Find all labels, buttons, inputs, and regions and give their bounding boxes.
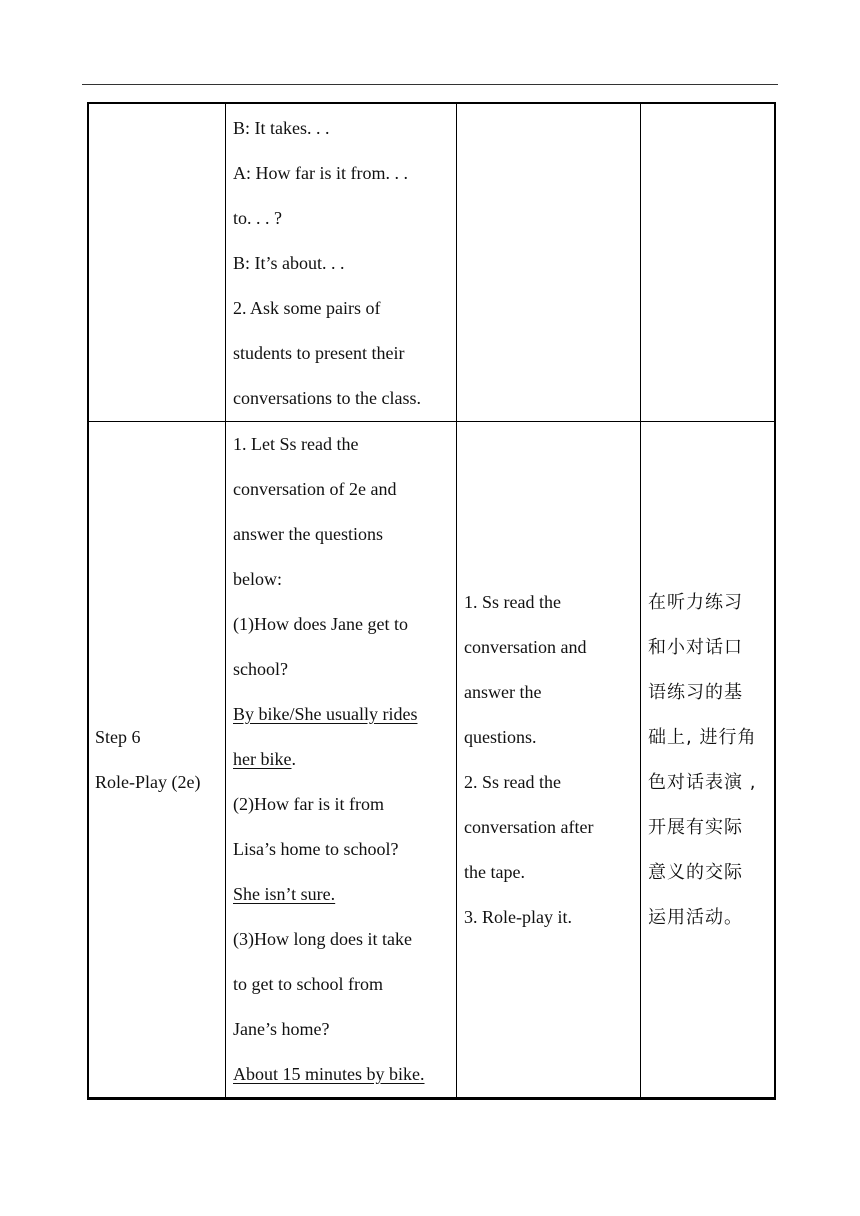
activity-line: conversation after	[464, 816, 594, 837]
question-text: below:	[233, 569, 282, 589]
procedure-cell	[226, 103, 457, 422]
procedure-line	[233, 602, 450, 647]
procedure-line	[233, 872, 450, 917]
procedure-cell	[226, 422, 457, 1098]
procedure-line	[233, 1052, 450, 1097]
procedure-line: B: It takes. . .	[233, 118, 330, 138]
purpose-line: 意义的交际	[648, 861, 743, 883]
purpose-cell	[641, 103, 775, 422]
procedure-line	[233, 782, 450, 827]
purpose-cell	[641, 422, 775, 1098]
question-text: (2)How far is it from	[233, 794, 384, 814]
procedure-line	[233, 422, 450, 467]
step-cell	[88, 422, 226, 1098]
lesson-plan-table	[87, 102, 775, 1098]
activity-line: conversation and	[464, 636, 587, 657]
question-text: (3)How long does it take	[233, 929, 412, 949]
procedure-line	[233, 1007, 450, 1052]
purpose-line: 语练习的基	[648, 681, 743, 703]
activity-line: answer the	[464, 681, 542, 702]
activity-line: 2. Ss read the	[464, 771, 561, 792]
question-text: conversation of 2e and	[233, 479, 397, 499]
procedure-line	[233, 827, 450, 872]
procedure-line	[233, 917, 450, 962]
activity-cell	[457, 103, 641, 422]
purpose-line: 和小对话口	[648, 636, 743, 658]
purpose-line: 在听力练习	[648, 591, 743, 613]
answer-text: She isn’t sure.	[233, 884, 336, 904]
question-text: Jane’s home?	[233, 1019, 330, 1039]
activity-line: questions.	[464, 726, 537, 747]
procedure-line	[233, 692, 450, 737]
answer-text: By bike/She usually rides	[233, 704, 418, 724]
question-text: answer the questions	[233, 524, 383, 544]
table-row	[88, 103, 775, 422]
answer-text: her bike	[233, 749, 292, 769]
table-row	[88, 422, 775, 1098]
procedure-line	[233, 557, 450, 602]
procedure-line: 2. Ask some pairs of	[233, 298, 381, 318]
procedure-line	[233, 647, 450, 692]
activity-line: 3. Role-play it.	[464, 906, 572, 927]
purpose-line: 础上, 进行角	[648, 726, 757, 748]
step-cell	[88, 103, 226, 422]
procedure-line: to. . . ?	[233, 208, 282, 228]
question-text: (1)How does Jane get to	[233, 614, 408, 634]
activity-line: 1. Ss read the	[464, 591, 561, 612]
procedure-line: students to present their	[233, 343, 405, 363]
procedure-line	[233, 467, 450, 512]
procedure-line	[233, 962, 450, 1007]
answer-text: About 15 minutes by bike.	[233, 1064, 425, 1084]
procedure-line: A: How far is it from. . .	[233, 163, 408, 183]
step-label: Role-Play (2e)	[95, 771, 201, 792]
purpose-line: 色对话表演 ,	[648, 771, 757, 793]
procedure-line: conversations to the class.	[233, 388, 421, 408]
procedure-line	[233, 512, 450, 557]
procedure-line: B: It’s about. . .	[233, 253, 345, 273]
question-text: school?	[233, 659, 288, 679]
purpose-line: 开展有实际	[648, 816, 743, 838]
question-text: 1. Let Ss read the	[233, 434, 359, 454]
question-text: to get to school from	[233, 974, 383, 994]
header-rule	[82, 84, 778, 85]
procedure-line: her bike.	[233, 749, 296, 769]
activity-line: the tape.	[464, 861, 525, 882]
activity-cell	[457, 422, 641, 1098]
purpose-line: 运用活动。	[648, 906, 743, 928]
question-text: Lisa’s home to school?	[233, 839, 399, 859]
step-label: Step 6	[95, 726, 141, 747]
